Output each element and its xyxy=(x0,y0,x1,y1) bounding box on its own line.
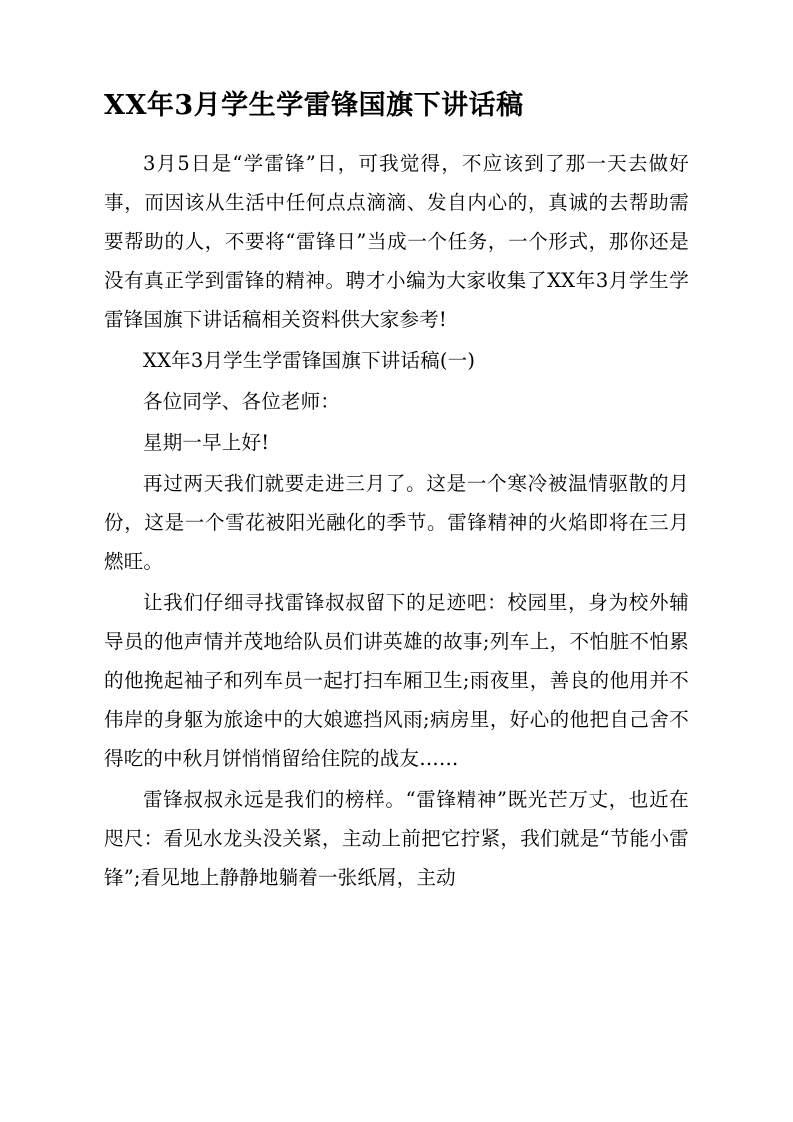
paragraph-role-model: 雷锋叔叔永远是我们的榜样。“雷锋精神”既光芒万丈，也近在咫尺：看见水龙头没关紧，主动上前把它拧紧，我们就是“节能小雷锋”;看见地上静静地躺着一张纸屑，主动 xyxy=(104,788,689,890)
paragraph-greeting: 星期一早上好! xyxy=(143,431,270,455)
paragraph-march: 再过两天我们就要走进三月了。这是一个寒冷被温情驱散的月份，这是一个雪花被阳光融化的季节。雷锋精神的火焰即将在三月燃旺。 xyxy=(104,472,689,574)
paragraph-salutation: 各位同学、各位老师： xyxy=(143,390,341,414)
paragraph-subtitle: XX年3月学生学雷锋国旗下讲话稿(一) xyxy=(143,349,476,373)
page-title: XX年3月学生学雷锋国旗下讲话稿 xyxy=(104,90,524,121)
paragraph-intro: 3月5日是“学雷锋”日，可我觉得，不应该到了那一天去做好事，而因该从生活中任何点点滴滴、发自内心的，真诚的去帮助需要帮助的人，不要将“雷锋日”当成一个任务，一个形式，那你还是没有真正学到雷锋的精神。聘才小编为大家收集了XX年3月学生学雷锋国旗下讲话稿相关资料供大家参考! xyxy=(104,152,689,332)
paragraph-footsteps: 让我们仔细寻找雷锋叔叔留下的足迹吧：校园里，身为校外辅导员的他声情并茂地给队员们讲英雄的故事;列车上，不怕脏不怕累的他挽起袖子和列车员一起打扫车厢卫生;雨夜里，善良的他用并不伟岸的身躯为旅途中的大娘遮挡风雨;病房里，好心的他把自己舍不得吃的中秋月饼悄悄留给住院的战友…… xyxy=(104,591,689,771)
